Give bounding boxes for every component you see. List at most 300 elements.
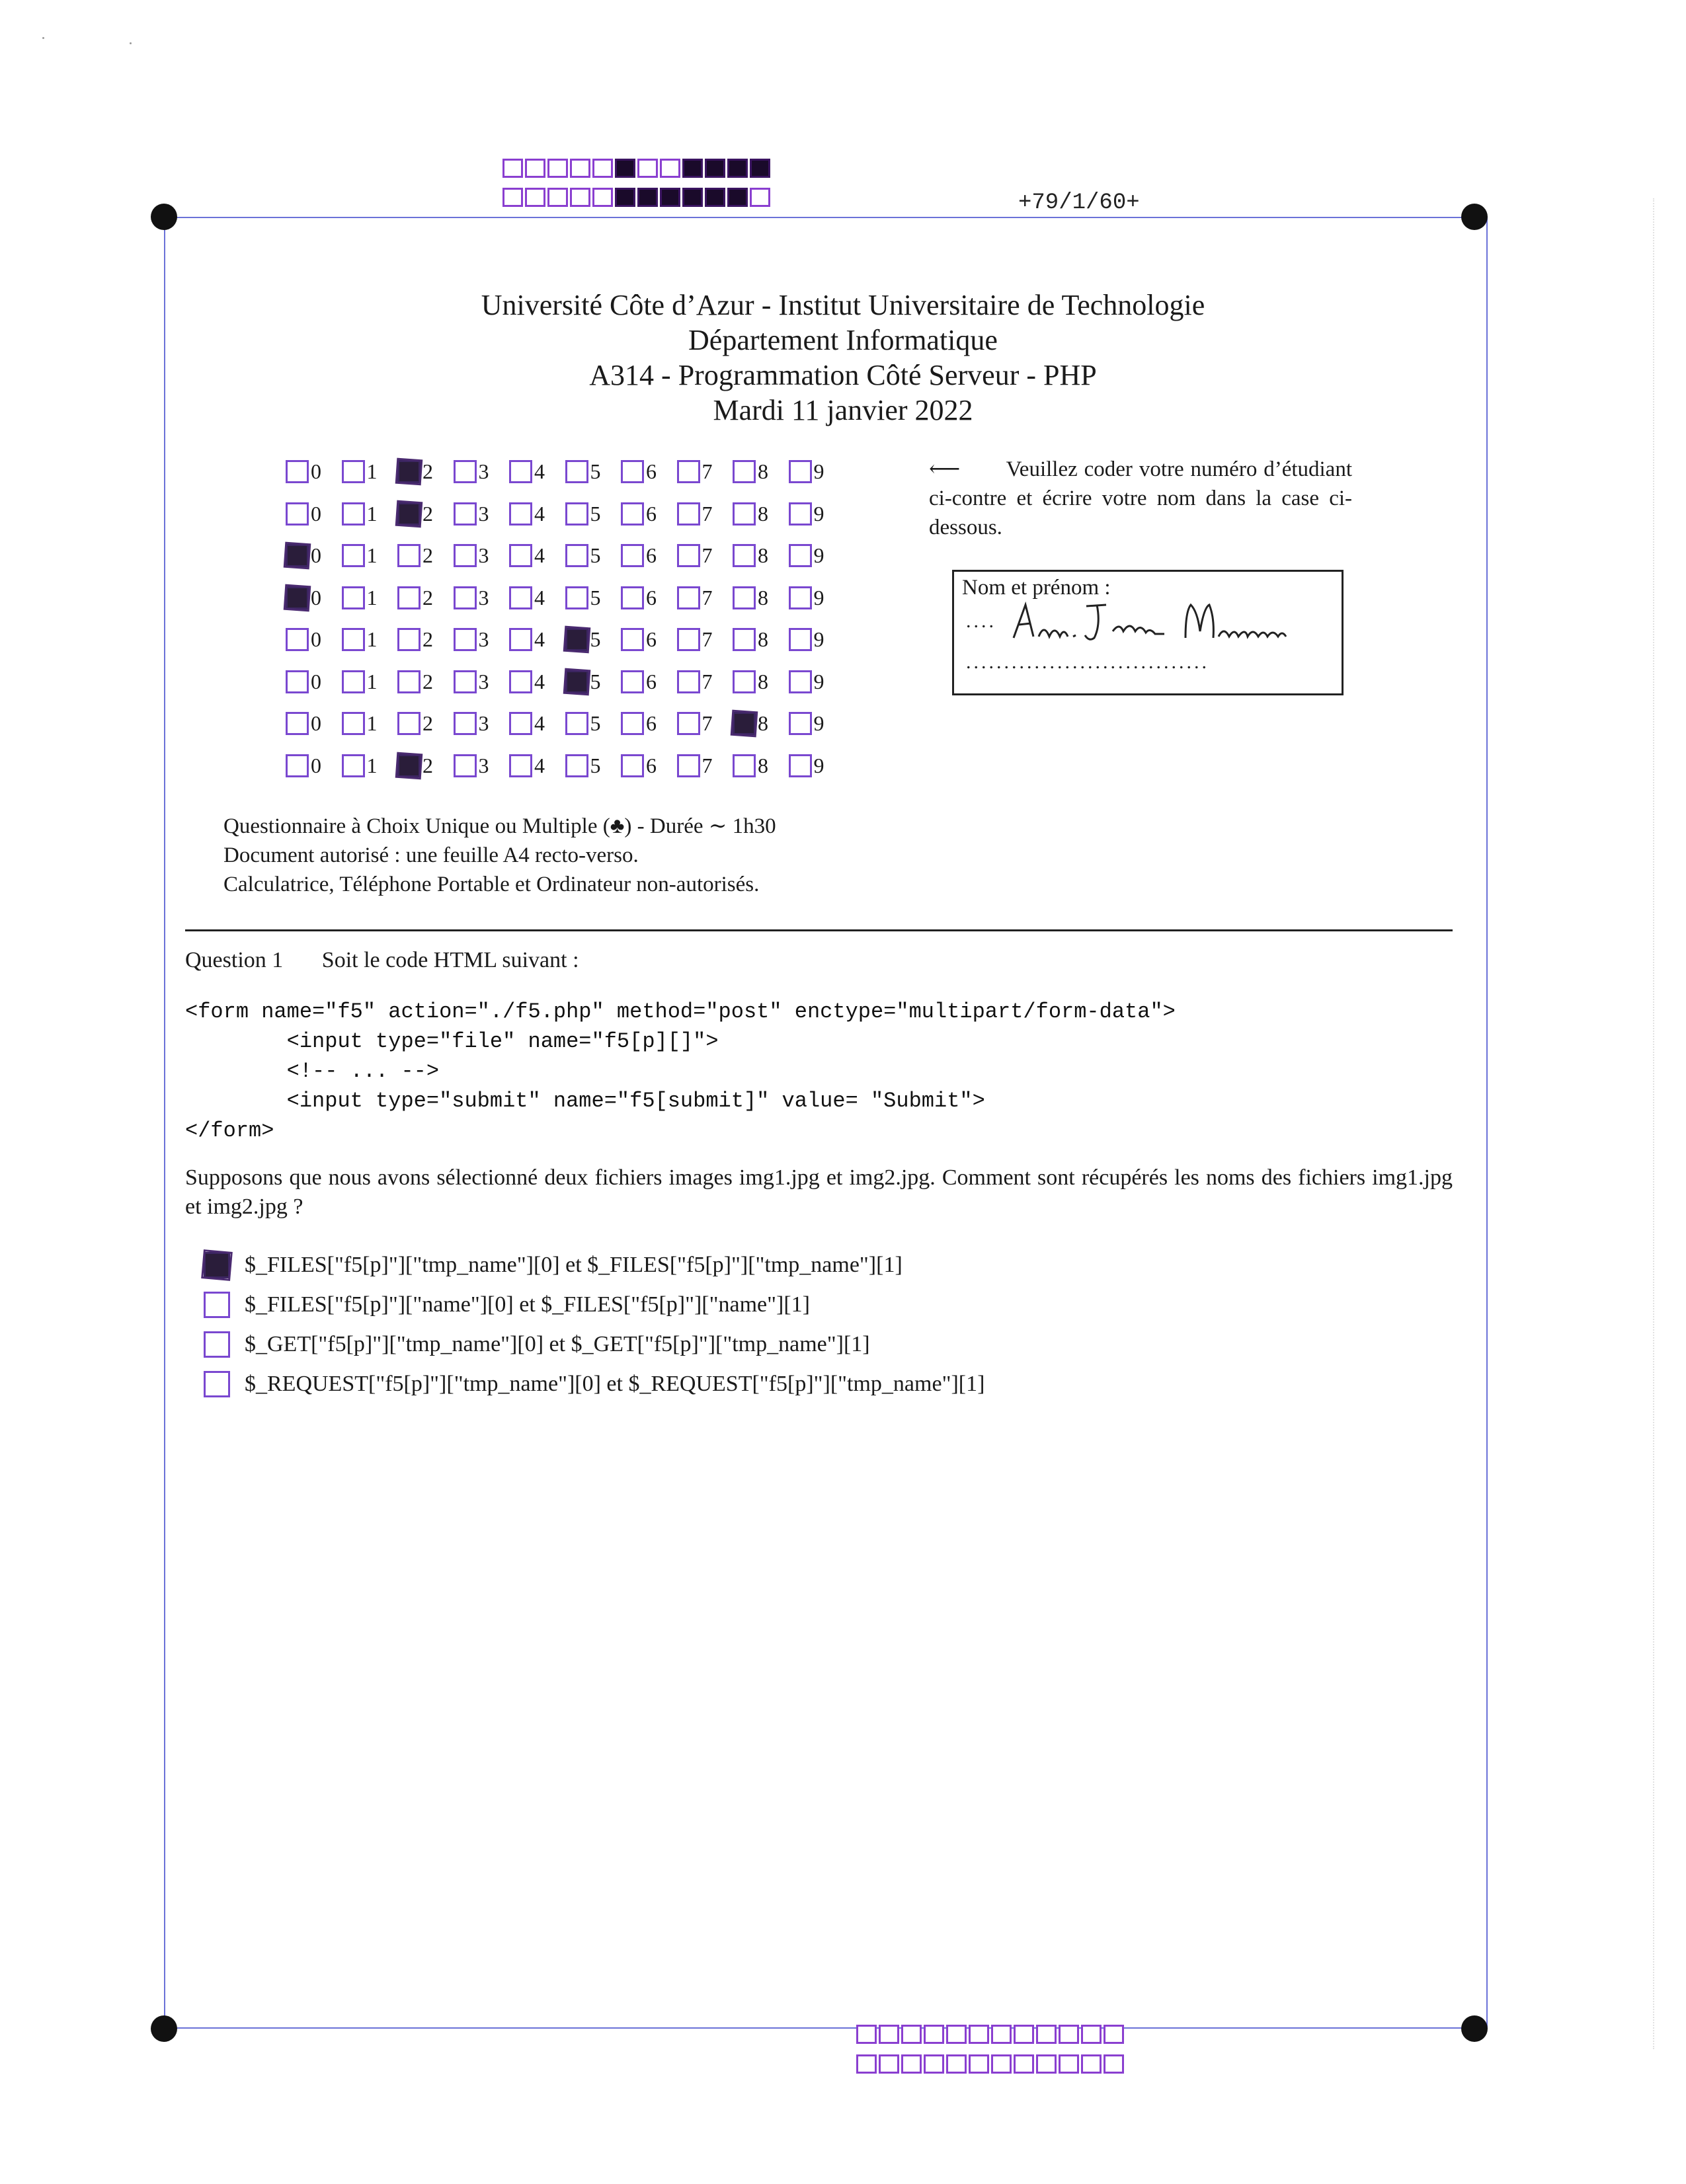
- barcode-cell: [991, 2025, 1012, 2044]
- digit-cell: [286, 586, 342, 610]
- university-title: Université Côte d’Azur - Institut Universitaire de Technologie: [481, 289, 1205, 321]
- answer-text: $_REQUEST["f5[p]"]["tmp_name"][0] et $_REQUEST["f5[p]"]["tmp_name"][1]: [245, 1372, 985, 1396]
- digit-checkbox[interactable]: [397, 544, 421, 567]
- answer-checkbox[interactable]: [204, 1292, 230, 1318]
- digit-checkbox[interactable]: [397, 712, 421, 735]
- digit-checkbox[interactable]: [454, 670, 477, 693]
- digit-cell: [565, 586, 622, 610]
- digit-checkbox[interactable]: [565, 712, 588, 735]
- digit-cell: [454, 754, 510, 778]
- digit-checkbox[interactable]: [733, 460, 756, 483]
- digit-checkbox[interactable]: [677, 586, 700, 609]
- digit-label: 6: [646, 585, 657, 609]
- barcode-cell: [879, 2054, 899, 2074]
- barcode-cell: [727, 159, 748, 178]
- student-number-grid: [286, 451, 844, 787]
- digit-checkbox[interactable]: [621, 544, 644, 567]
- barcode-cell: [969, 2054, 989, 2074]
- digit-checkbox[interactable]: [397, 460, 421, 483]
- left-arrow-icon: ⟵: [929, 457, 961, 481]
- digit-cell: [565, 754, 622, 778]
- barcode-cell: [969, 2025, 989, 2044]
- digit-checkbox[interactable]: [565, 670, 588, 693]
- digit-cell: [454, 711, 510, 736]
- digit-cell: [677, 459, 733, 484]
- digit-cell: [509, 711, 565, 736]
- digit-cell: [565, 670, 622, 694]
- instructions-text: Veuillez coder votre numéro d’étudiant ci-contre et écrire votre nom dans la case ci-dessous.: [929, 457, 1353, 539]
- barcode-cell: [637, 159, 658, 178]
- digit-cell: [789, 670, 845, 694]
- digit-label: 2: [422, 753, 433, 777]
- barcode-cell: [856, 2054, 877, 2074]
- digit-checkbox[interactable]: [397, 670, 421, 693]
- digit-cell: [509, 586, 565, 610]
- digit-checkbox[interactable]: [789, 670, 812, 693]
- answer-option: [204, 1245, 984, 1285]
- digit-cell: [286, 754, 342, 778]
- barcode-cell: [1059, 2025, 1079, 2044]
- barcode-cell: [592, 159, 613, 178]
- digit-label: 0: [311, 459, 321, 484]
- digit-checkbox[interactable]: [621, 670, 644, 693]
- digit-label: 1: [366, 459, 378, 484]
- digit-checkbox[interactable]: [789, 754, 812, 777]
- digit-checkbox[interactable]: [621, 628, 644, 651]
- barcode-cell: [502, 188, 523, 207]
- digit-cell: [565, 543, 622, 568]
- digit-cell: [565, 502, 622, 526]
- digit-cell: [789, 711, 845, 736]
- digit-cell: [342, 711, 398, 736]
- barcode-cell: [879, 2025, 899, 2044]
- digit-cell: [621, 670, 677, 694]
- digit-label: 9: [813, 669, 824, 693]
- digit-cell: [621, 711, 677, 736]
- digit-checkbox[interactable]: [342, 712, 365, 735]
- digit-checkbox[interactable]: [286, 502, 309, 526]
- barcode-cell: [705, 159, 725, 178]
- digit-label: 6: [646, 501, 657, 526]
- barcode-cell: [1104, 2025, 1124, 2044]
- digit-label: 3: [478, 711, 489, 736]
- barcode-cell: [901, 2025, 922, 2044]
- digit-label: 3: [478, 585, 489, 609]
- name-dots-line-2: ................................: [966, 651, 1209, 673]
- digit-checkbox[interactable]: [397, 754, 421, 777]
- digit-cell: [677, 586, 733, 610]
- bottom-barcode-row-2: [856, 2054, 1126, 2074]
- digit-label: 3: [478, 669, 489, 693]
- digit-checkbox[interactable]: [509, 460, 532, 483]
- barcode-cell: [1059, 2054, 1079, 2074]
- student-digit-row: [286, 703, 844, 745]
- question-heading: [185, 948, 579, 973]
- section-divider: [185, 929, 1453, 931]
- top-barcode-row-2: [502, 188, 772, 207]
- digit-label: 6: [646, 753, 657, 777]
- answer-list: [204, 1245, 984, 1404]
- digit-checkbox[interactable]: [621, 712, 644, 735]
- digit-cell: [454, 670, 510, 694]
- digit-label: 9: [813, 753, 824, 777]
- barcode-cell: [502, 159, 523, 178]
- barcode-cell: [1036, 2025, 1057, 2044]
- barcode-cell: [924, 2025, 944, 2044]
- digit-checkbox[interactable]: [454, 754, 477, 777]
- digit-label: 1: [366, 711, 378, 736]
- digit-cell: [733, 754, 789, 778]
- digit-checkbox[interactable]: [565, 544, 588, 567]
- digit-cell: [342, 627, 398, 652]
- digit-checkbox[interactable]: [789, 628, 812, 651]
- digit-cell: [509, 670, 565, 694]
- digit-checkbox[interactable]: [286, 544, 309, 567]
- digit-checkbox[interactable]: [789, 502, 812, 526]
- digit-checkbox[interactable]: [286, 460, 309, 483]
- rules-line-3: Calculatrice, Téléphone Portable et Ordinateur non-autorisés.: [223, 873, 760, 896]
- barcode-cell: [924, 2054, 944, 2074]
- digit-cell: [565, 711, 622, 736]
- digit-cell: [286, 502, 342, 526]
- digit-checkbox[interactable]: [733, 544, 756, 567]
- digit-cell: [397, 754, 454, 778]
- digit-checkbox[interactable]: [733, 670, 756, 693]
- digit-cell: [733, 670, 789, 694]
- digit-label: 6: [646, 711, 657, 736]
- digit-checkbox[interactable]: [454, 460, 477, 483]
- digit-label: 5: [590, 669, 601, 693]
- digit-label: 7: [702, 753, 713, 777]
- scan-speck: [42, 37, 44, 39]
- barcode-cell: [547, 188, 568, 207]
- barcode-cell: [682, 159, 703, 178]
- digit-label: 2: [422, 711, 433, 736]
- barcode-cell: [856, 2025, 877, 2044]
- barcode-cell: [615, 188, 635, 207]
- code-block: [185, 997, 1176, 1146]
- digit-checkbox[interactable]: [342, 586, 365, 609]
- digit-label: 8: [758, 711, 768, 736]
- digit-checkbox[interactable]: [286, 586, 309, 609]
- digit-cell: [286, 711, 342, 736]
- answer-text: $_FILES["f5[p]"]["tmp_name"][0] et $_FILES["f5[p]"]["tmp_name"][1]: [245, 1253, 903, 1277]
- digit-label: 1: [366, 669, 378, 693]
- code-line: </form>: [185, 1118, 274, 1143]
- digit-checkbox[interactable]: [733, 712, 756, 735]
- barcode-cell: [592, 188, 613, 207]
- digit-label: 8: [758, 753, 768, 777]
- code-line: <!-- ... -->: [185, 1059, 440, 1083]
- digit-cell: [342, 543, 398, 568]
- rules-line-1: Questionnaire à Choix Unique ou Multiple (♣) - Durée ∼ 1h30: [223, 814, 776, 838]
- answer-checkbox[interactable]: [204, 1252, 230, 1278]
- digit-label: 8: [758, 459, 768, 484]
- student-digit-row: [286, 661, 844, 703]
- digit-label: 3: [478, 753, 489, 777]
- digit-cell: [286, 670, 342, 694]
- digit-label: 2: [422, 669, 433, 693]
- digit-checkbox[interactable]: [509, 670, 532, 693]
- exam-rules: [223, 812, 776, 899]
- digit-checkbox[interactable]: [509, 628, 532, 651]
- barcode-cell: [547, 159, 568, 178]
- digit-cell: [397, 459, 454, 484]
- digit-checkbox[interactable]: [454, 628, 477, 651]
- digit-checkbox[interactable]: [286, 754, 309, 777]
- digit-label: 1: [366, 585, 378, 609]
- student-digit-row: [286, 535, 844, 577]
- digit-label: 0: [311, 501, 321, 526]
- digit-cell: [733, 627, 789, 652]
- digit-checkbox[interactable]: [733, 586, 756, 609]
- digit-checkbox[interactable]: [565, 502, 588, 526]
- digit-checkbox[interactable]: [789, 460, 812, 483]
- barcode-cell: [946, 2054, 967, 2074]
- name-box: [952, 570, 1344, 695]
- barcode-cell: [682, 188, 703, 207]
- handwritten-name-signature: [1007, 598, 1311, 644]
- digit-label: 9: [813, 459, 824, 484]
- digit-checkbox[interactable]: [397, 586, 421, 609]
- digit-label: 2: [422, 585, 433, 609]
- digit-cell: [789, 754, 845, 778]
- corner-mark-bottom-left: [151, 2015, 177, 2042]
- digit-cell: [621, 627, 677, 652]
- digit-checkbox[interactable]: [454, 712, 477, 735]
- digit-cell: [397, 586, 454, 610]
- instructions: [929, 455, 1352, 542]
- digit-checkbox[interactable]: [286, 628, 309, 651]
- digit-label: 5: [590, 711, 601, 736]
- answer-checkbox[interactable]: [204, 1331, 230, 1358]
- digit-label: 0: [311, 711, 321, 736]
- digit-cell: [342, 502, 398, 526]
- digit-cell: [621, 586, 677, 610]
- barcode-cell: [1104, 2054, 1124, 2074]
- digit-label: 4: [534, 585, 545, 609]
- digit-checkbox[interactable]: [454, 544, 477, 567]
- digit-checkbox[interactable]: [677, 544, 700, 567]
- digit-cell: [733, 586, 789, 610]
- digit-checkbox[interactable]: [342, 754, 365, 777]
- digit-checkbox[interactable]: [733, 502, 756, 526]
- digit-checkbox[interactable]: [789, 712, 812, 735]
- corner-mark-top-right: [1461, 204, 1488, 230]
- digit-cell: [789, 543, 845, 568]
- digit-checkbox[interactable]: [789, 586, 812, 609]
- digit-checkbox[interactable]: [789, 544, 812, 567]
- barcode-cell: [727, 188, 748, 207]
- digit-cell: [397, 502, 454, 526]
- digit-cell: [397, 711, 454, 736]
- code-line: <form name="f5" action="./f5.php" method="post" enctype="multipart/form-data">: [185, 999, 1176, 1024]
- digit-checkbox[interactable]: [509, 502, 532, 526]
- digit-checkbox[interactable]: [621, 586, 644, 609]
- barcode-cell: [901, 2054, 922, 2074]
- digit-label: 9: [813, 627, 824, 652]
- student-digit-row: [286, 451, 844, 493]
- barcode-cell: [660, 159, 680, 178]
- digit-label: 5: [590, 543, 601, 568]
- digit-cell: [677, 502, 733, 526]
- digit-label: 1: [366, 627, 378, 652]
- digit-checkbox[interactable]: [677, 502, 700, 526]
- digit-cell: [509, 543, 565, 568]
- digit-cell: [342, 459, 398, 484]
- digit-label: 3: [478, 627, 489, 652]
- digit-cell: [565, 459, 622, 484]
- exam-header: [0, 288, 1686, 428]
- digit-checkbox[interactable]: [342, 502, 365, 526]
- code-line: <input type="file" name="f5[p][]">: [185, 1029, 719, 1054]
- digit-cell: [565, 627, 622, 652]
- digit-checkbox[interactable]: [677, 670, 700, 693]
- digit-checkbox[interactable]: [509, 754, 532, 777]
- digit-label: 4: [534, 543, 545, 568]
- digit-cell: [677, 670, 733, 694]
- course-title: A314 - Programmation Côté Serveur - PHP: [589, 359, 1097, 391]
- digit-cell: [733, 502, 789, 526]
- digit-checkbox[interactable]: [733, 754, 756, 777]
- digit-label: 7: [702, 501, 713, 526]
- barcode-cell: [525, 159, 545, 178]
- digit-cell: [397, 543, 454, 568]
- barcode-cell: [1014, 2054, 1034, 2074]
- digit-checkbox[interactable]: [565, 628, 588, 651]
- name-label: Nom et prénom :: [962, 576, 1111, 600]
- digit-label: 8: [758, 501, 768, 526]
- digit-label: 1: [366, 753, 378, 777]
- digit-cell: [789, 459, 845, 484]
- digit-label: 7: [702, 585, 713, 609]
- digit-checkbox[interactable]: [677, 754, 700, 777]
- digit-label: 6: [646, 627, 657, 652]
- digit-checkbox[interactable]: [397, 628, 421, 651]
- digit-checkbox[interactable]: [454, 586, 477, 609]
- digit-checkbox[interactable]: [286, 670, 309, 693]
- digit-label: 4: [534, 459, 545, 484]
- digit-label: 7: [702, 543, 713, 568]
- barcode-cell: [570, 188, 590, 207]
- digit-label: 8: [758, 627, 768, 652]
- digit-label: 1: [366, 543, 378, 568]
- digit-checkbox[interactable]: [286, 712, 309, 735]
- digit-checkbox[interactable]: [565, 754, 588, 777]
- digit-checkbox[interactable]: [342, 460, 365, 483]
- answer-text: $_GET["f5[p]"]["tmp_name"][0] et $_GET["f5[p]"]["tmp_name"][1]: [245, 1332, 870, 1356]
- digit-label: 3: [478, 459, 489, 484]
- digit-checkbox[interactable]: [342, 628, 365, 651]
- digit-checkbox[interactable]: [677, 712, 700, 735]
- digit-checkbox[interactable]: [733, 628, 756, 651]
- digit-checkbox[interactable]: [509, 586, 532, 609]
- barcode-cell: [705, 188, 725, 207]
- digit-label: 6: [646, 669, 657, 693]
- digit-label: 0: [311, 585, 321, 609]
- digit-cell: [286, 459, 342, 484]
- barcode-cell: [1036, 2054, 1057, 2074]
- digit-label: 9: [813, 543, 824, 568]
- digit-label: 4: [534, 711, 545, 736]
- exam-date: Mardi 11 janvier 2022: [713, 394, 973, 426]
- digit-label: 5: [590, 459, 601, 484]
- digit-label: 9: [813, 711, 824, 736]
- digit-label: 5: [590, 627, 601, 652]
- digit-checkbox[interactable]: [509, 544, 532, 567]
- top-barcode-row-1: [502, 159, 772, 178]
- digit-cell: [621, 754, 677, 778]
- question-text: Supposons que nous avons sélectionné deux fichiers images img1.jpg et img2.jpg. Comment sont récupérés les noms des fichiers img1.jpg et img2.jpg ?: [185, 1165, 1453, 1219]
- digit-label: 8: [758, 585, 768, 609]
- digit-cell: [509, 754, 565, 778]
- digit-checkbox[interactable]: [621, 502, 644, 526]
- scan-edge-line: [1653, 198, 1655, 2049]
- digit-checkbox[interactable]: [342, 544, 365, 567]
- digit-label: 7: [702, 669, 713, 693]
- digit-cell: [454, 459, 510, 484]
- digit-checkbox[interactable]: [621, 754, 644, 777]
- barcode-cell: [991, 2054, 1012, 2074]
- digit-label: 2: [422, 543, 433, 568]
- page-id: +79/1/60+: [1018, 190, 1140, 215]
- digit-label: 0: [311, 753, 321, 777]
- digit-cell: [397, 627, 454, 652]
- answer-checkbox[interactable]: [204, 1371, 230, 1397]
- digit-cell: [397, 670, 454, 694]
- student-digit-row: [286, 745, 844, 787]
- digit-checkbox[interactable]: [454, 502, 477, 526]
- digit-label: 4: [534, 669, 545, 693]
- digit-cell: [789, 502, 845, 526]
- digit-checkbox[interactable]: [565, 460, 588, 483]
- digit-checkbox[interactable]: [677, 460, 700, 483]
- digit-label: 2: [422, 627, 433, 652]
- digit-label: 4: [534, 501, 545, 526]
- digit-label: 6: [646, 459, 657, 484]
- barcode-cell: [1081, 2025, 1102, 2044]
- digit-cell: [621, 502, 677, 526]
- digit-cell: [286, 543, 342, 568]
- digit-checkbox[interactable]: [565, 586, 588, 609]
- digit-cell: [509, 627, 565, 652]
- digit-label: 6: [646, 543, 657, 568]
- digit-label: 0: [311, 669, 321, 693]
- digit-checkbox[interactable]: [342, 670, 365, 693]
- digit-label: 7: [702, 711, 713, 736]
- student-digit-row: [286, 619, 844, 661]
- corner-mark-bottom-right: [1461, 2015, 1488, 2042]
- barcode-cell: [525, 188, 545, 207]
- digit-label: 9: [813, 585, 824, 609]
- barcode-cell: [750, 159, 770, 178]
- digit-checkbox[interactable]: [397, 502, 421, 526]
- digit-cell: [677, 543, 733, 568]
- student-digit-row: [286, 577, 844, 619]
- digit-checkbox[interactable]: [621, 460, 644, 483]
- digit-cell: [733, 543, 789, 568]
- digit-checkbox[interactable]: [509, 712, 532, 735]
- digit-cell: [789, 586, 845, 610]
- scan-speck: [130, 42, 132, 44]
- digit-checkbox[interactable]: [677, 628, 700, 651]
- digit-cell: [286, 627, 342, 652]
- corner-mark-top-left: [151, 204, 177, 230]
- bottom-barcode-row-1: [856, 2025, 1126, 2044]
- digit-label: 4: [534, 627, 545, 652]
- digit-label: 1: [366, 501, 378, 526]
- digit-cell: [509, 502, 565, 526]
